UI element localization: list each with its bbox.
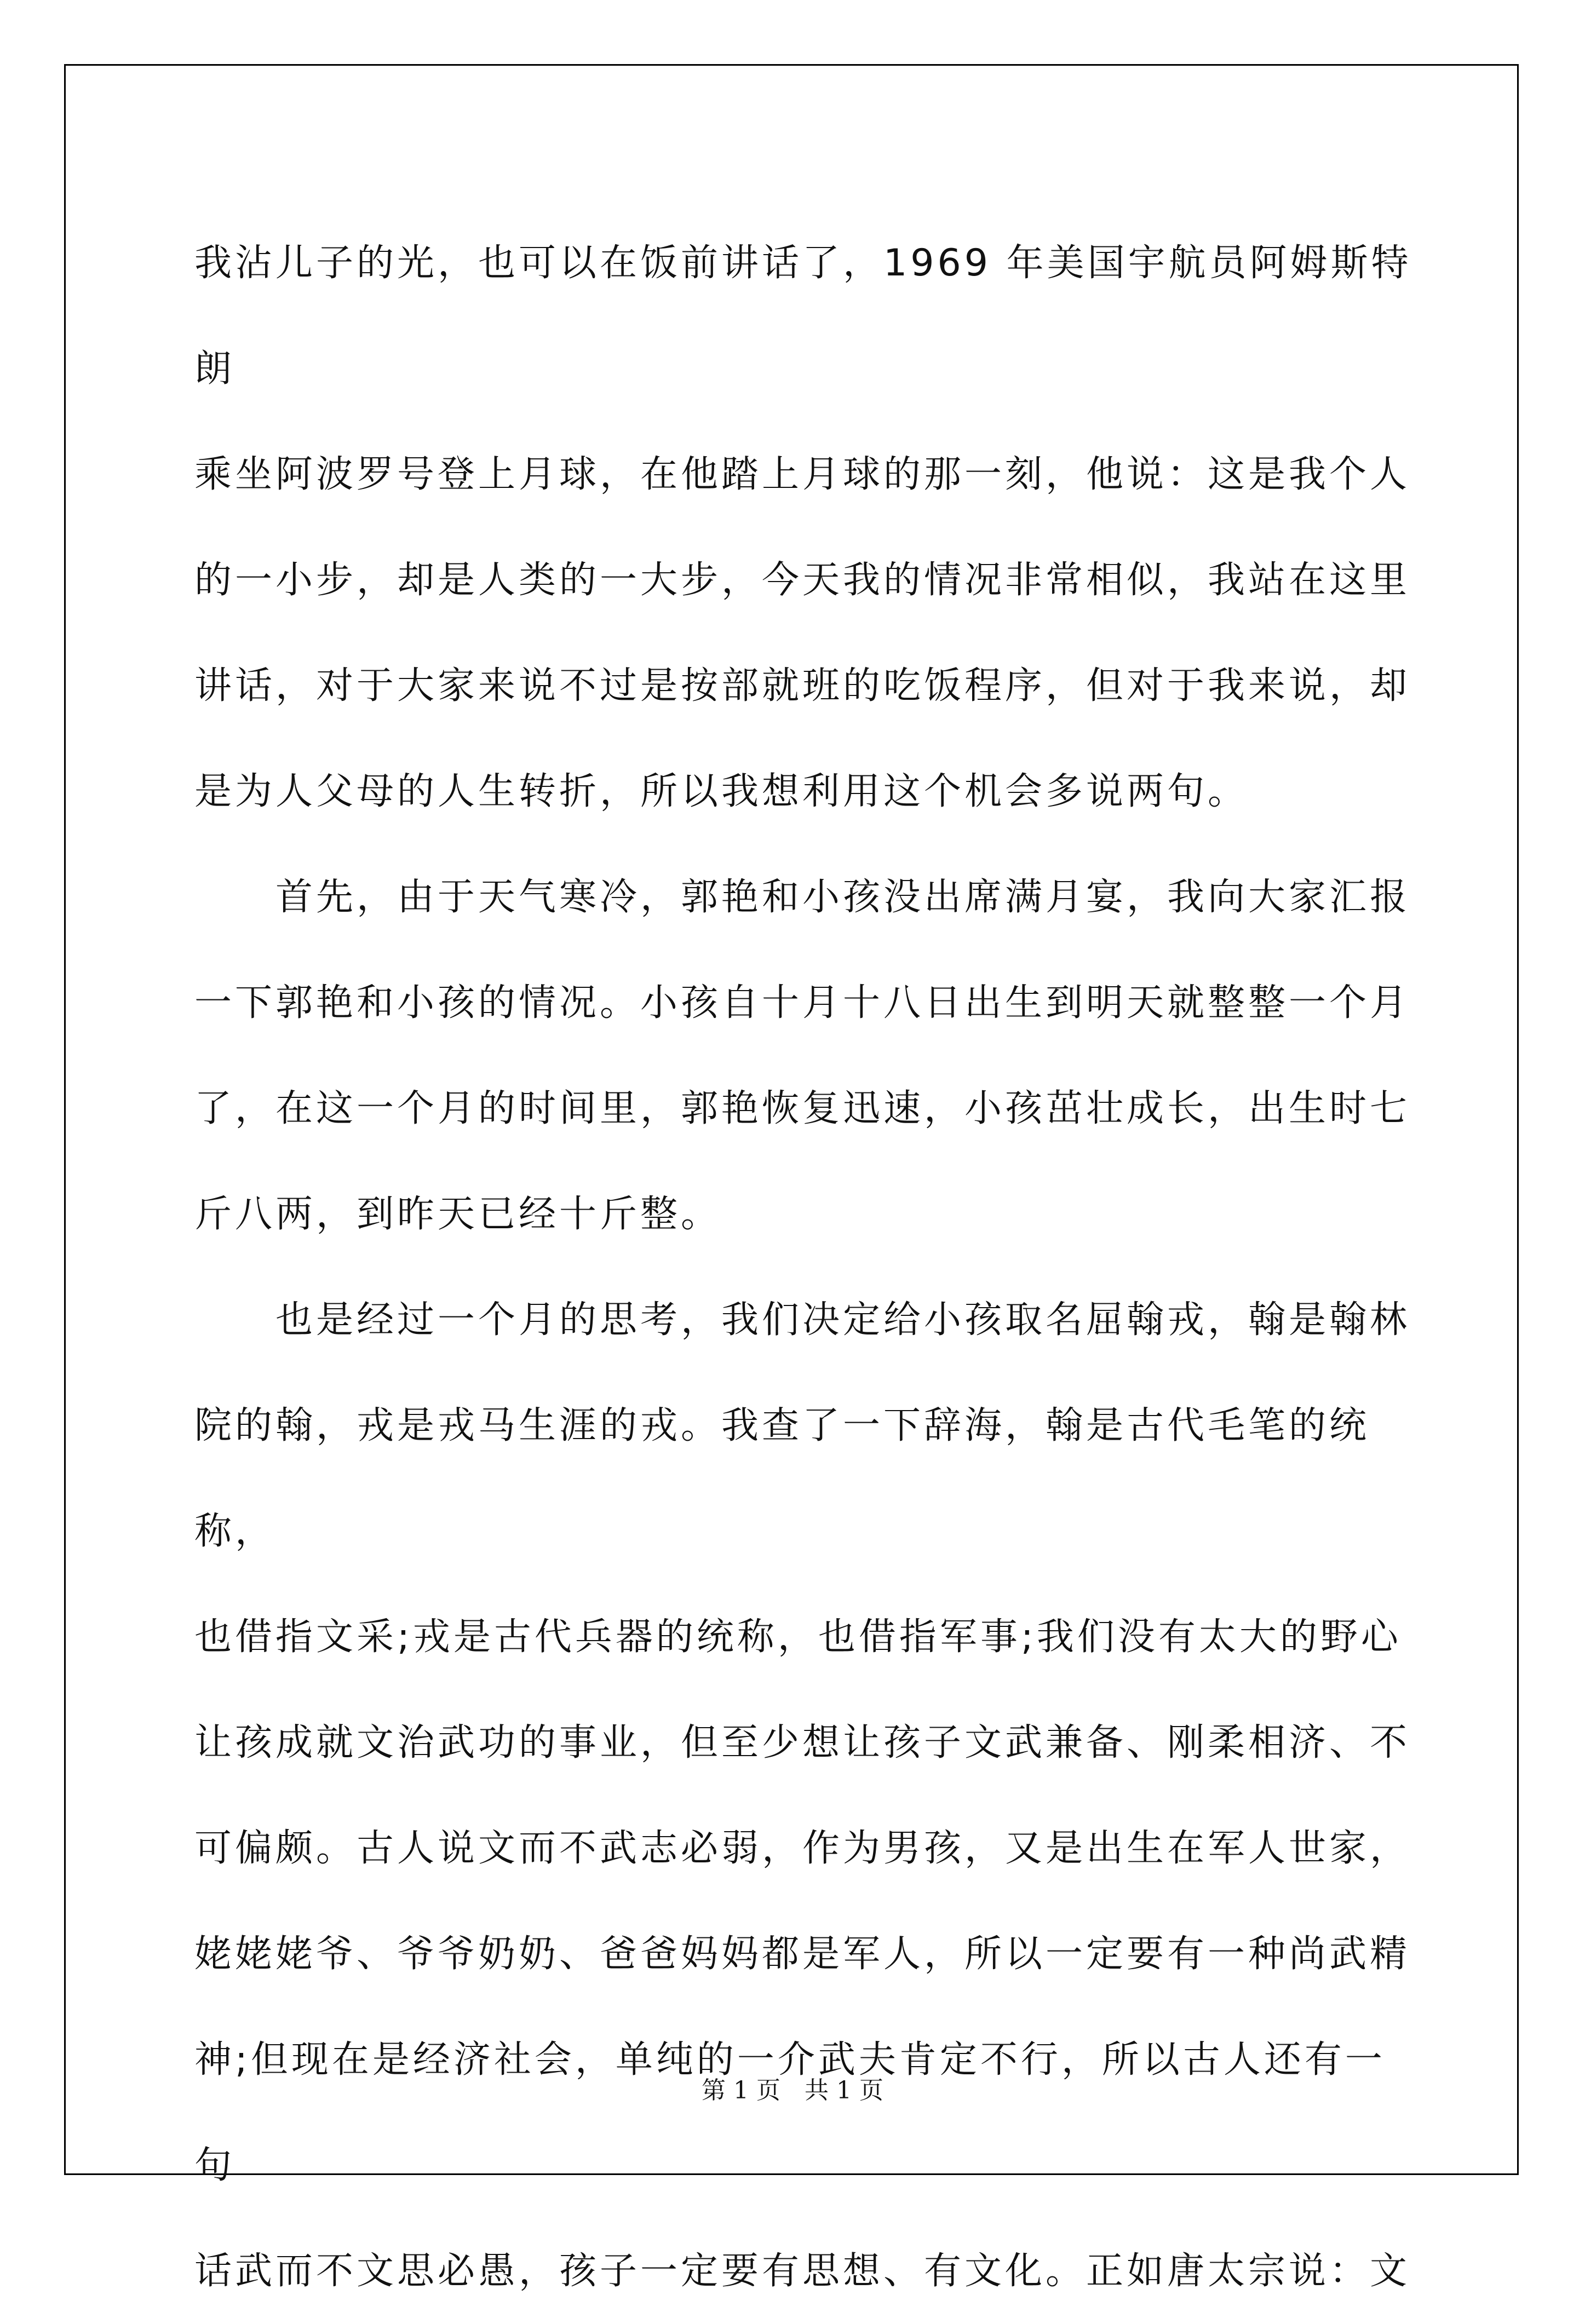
text-line: 神;但现在是经济社会，单纯的一介武夫肯定不行，所以古人还有一句: [194, 2038, 1386, 2187]
text-line: 话武而不文思必愚，孩子一定要有思想、有文化。正如唐太宗说：文: [194, 2250, 1411, 2293]
document-body: [194, 210, 1421, 2324]
text-line: 斤八两，到昨天已经十斤整。: [194, 1193, 722, 1236]
text-line: 姥姥姥爷、爷爷奶奶、爸爸妈妈都是军人，所以一定要有一种尚武精: [194, 1932, 1411, 1976]
text-line: 让孩成就文治武功的事业，但至少想让孩子文武兼备、刚柔相济、不: [194, 1721, 1411, 1764]
page-footer: [0, 2074, 1585, 2107]
text-line: 了，在这一个月的时间里，郭艳恢复迅速，小孩茁壮成长，出生时七: [194, 1087, 1411, 1130]
text-line: 也借指文采;戎是古代兵器的统称，也借指军事;我们没有太大的野心: [194, 1615, 1402, 1659]
text-line: 乘坐阿波罗号登上月球，在他踏上月球的那一刻，他说：这是我个人: [194, 453, 1411, 496]
page-number-label: 第 1 页 共 1 页: [702, 2076, 883, 2104]
text-line: 我沾儿子的光，也可以在饭前讲话了，1969 年美国宇航员阿姆斯特朗: [194, 241, 1412, 390]
text-line: 可偏颇。古人说文而不武志必弱，作为男孩，又是出生在军人世家，: [194, 1827, 1411, 1870]
text-line: 讲话，对于大家来说不过是按部就班的吃饭程序，但对于我来说，却: [194, 664, 1411, 707]
text-line: 首先，由于天气寒冷，郭艳和小孩没出席满月宴，我向大家汇报: [194, 876, 1411, 919]
text-line: 一下郭艳和小孩的情况。小孩自十月十八日出生到明天就整整一个月: [194, 981, 1411, 1025]
text-line: 院的翰，戎是戎马生涯的戎。我查了一下辞海，翰是古代毛笔的统称，: [194, 1404, 1370, 1553]
text-line: 是为人父母的人生转折，所以我想利用这个机会多说两句。: [194, 770, 1249, 813]
text-line: 的一小步，却是人类的一大步，今天我的情况非常相似，我站在这里: [194, 559, 1411, 602]
text-line: 也是经过一个月的思考，我们决定给小孩取名屈翰戎，翰是翰林: [194, 1298, 1411, 1342]
